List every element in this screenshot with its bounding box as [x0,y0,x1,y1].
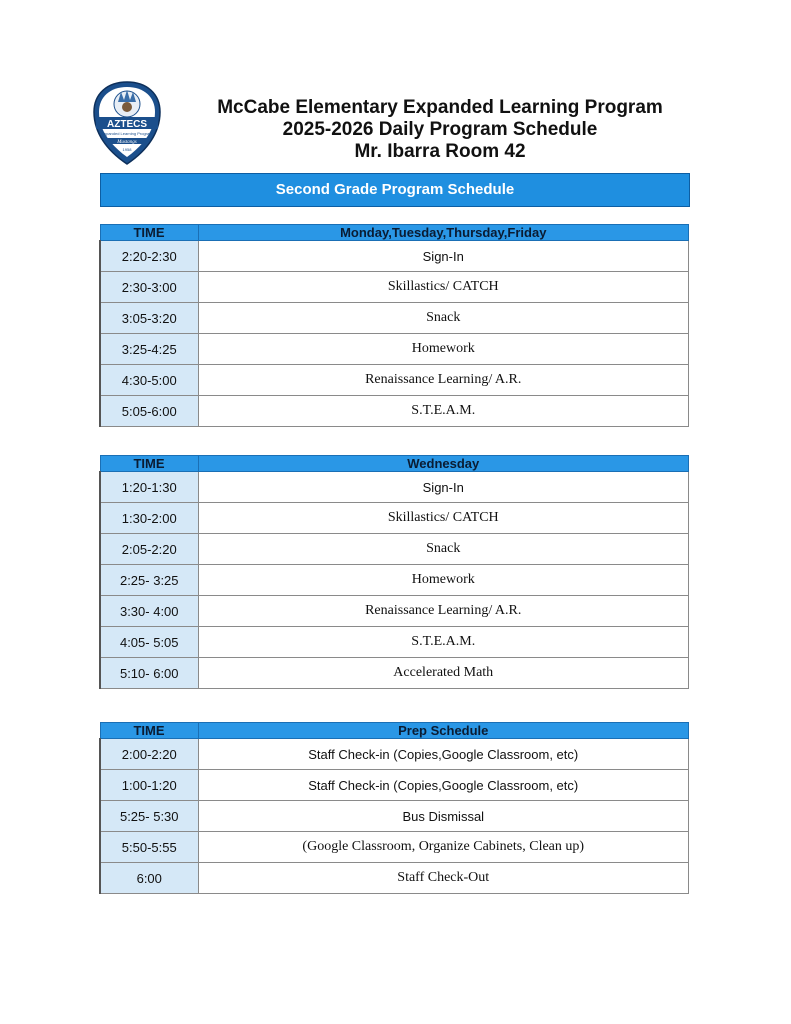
table-row [100,658,689,689]
document-header [190,97,690,163]
time-cell: 3:25-4:25 [100,334,198,365]
time-header: TIME [100,723,198,739]
activity-cell: Staff Check-Out [198,863,689,894]
table-row [100,534,689,565]
activity-cell: Accelerated Math [198,658,689,689]
activity-cell: Homework [198,565,689,596]
activity-cell: Staff Check-in (Copies,Google Classroom, etc) [198,770,689,801]
table-row [100,739,689,770]
grade-banner: Second Grade Program Schedule [100,173,690,207]
time-cell: 2:00-2:20 [100,739,198,770]
activity-cell: Sign-In [198,472,689,503]
activity-cell: Homework [198,334,689,365]
table-row [100,627,689,658]
schedule-table-mttf [99,224,689,427]
time-cell: 5:50-5:55 [100,832,198,863]
time-cell: 5:10- 6:00 [100,658,198,689]
table-header-row [100,225,689,241]
table-header-row [100,456,689,472]
activity-cell: Snack [198,303,689,334]
time-cell: 5:25- 5:30 [100,801,198,832]
table-row [100,503,689,534]
time-cell: 4:30-5:00 [100,365,198,396]
table-row [100,241,689,272]
activity-cell: S.T.E.A.M. [198,396,689,427]
header-line-1: McCabe Elementary Expanded Learning Program [217,97,663,118]
activity-cell: (Google Classroom, Organize Cabinets, Clean up) [198,832,689,863]
table-row [100,863,689,894]
time-cell: 4:05- 5:05 [100,627,198,658]
logo-year: 1958 [122,147,132,152]
activity-cell: Skillastics/ CATCH [198,503,689,534]
header-line-2: 2025-2026 Daily Program Schedule [282,119,598,140]
table-row [100,832,689,863]
time-cell: 6:00 [100,863,198,894]
table-row [100,396,689,427]
day-header: Monday,Tuesday,Thursday,Friday [198,225,689,241]
table-row [100,565,689,596]
time-cell: 2:30-3:00 [100,272,198,303]
logo-text: AZTECS [107,119,147,130]
activity-cell: Bus Dismissal [198,801,689,832]
table-row [100,472,689,503]
table-row [100,596,689,627]
table-row [100,303,689,334]
table-row [100,801,689,832]
time-cell: 2:05-2:20 [100,534,198,565]
time-header: TIME [100,225,198,241]
activity-cell: Snack [198,534,689,565]
time-cell: 1:20-1:30 [100,472,198,503]
logo-subtext: Expanded Learning Program [101,131,153,136]
time-cell: 2:20-2:30 [100,241,198,272]
table-row [100,770,689,801]
activity-cell: S.T.E.A.M. [198,627,689,658]
time-cell: 3:05-3:20 [100,303,198,334]
header-line-3: Mr. Ibarra Room 42 [354,141,526,162]
time-cell: 3:30- 4:00 [100,596,198,627]
time-header: TIME [100,456,198,472]
time-cell: 5:05-6:00 [100,396,198,427]
activity-cell: Staff Check-in (Copies,Google Classroom, etc) [198,739,689,770]
day-header: Prep Schedule [198,723,689,739]
activity-cell: Renaissance Learning/ A.R. [198,596,689,627]
time-cell: 1:30-2:00 [100,503,198,534]
aztecs-logo [90,80,164,166]
logo-script: Mustangs [117,140,137,145]
table-header-row [100,723,689,739]
time-cell: 2:25- 3:25 [100,565,198,596]
time-cell: 1:00-1:20 [100,770,198,801]
activity-cell: Sign-In [198,241,689,272]
schedule-table-wednesday [99,455,689,689]
schedule-table-prep [99,722,689,894]
table-row [100,272,689,303]
table-row [100,334,689,365]
day-header: Wednesday [198,456,689,472]
activity-cell: Skillastics/ CATCH [198,272,689,303]
table-row [100,365,689,396]
activity-cell: Renaissance Learning/ A.R. [198,365,689,396]
